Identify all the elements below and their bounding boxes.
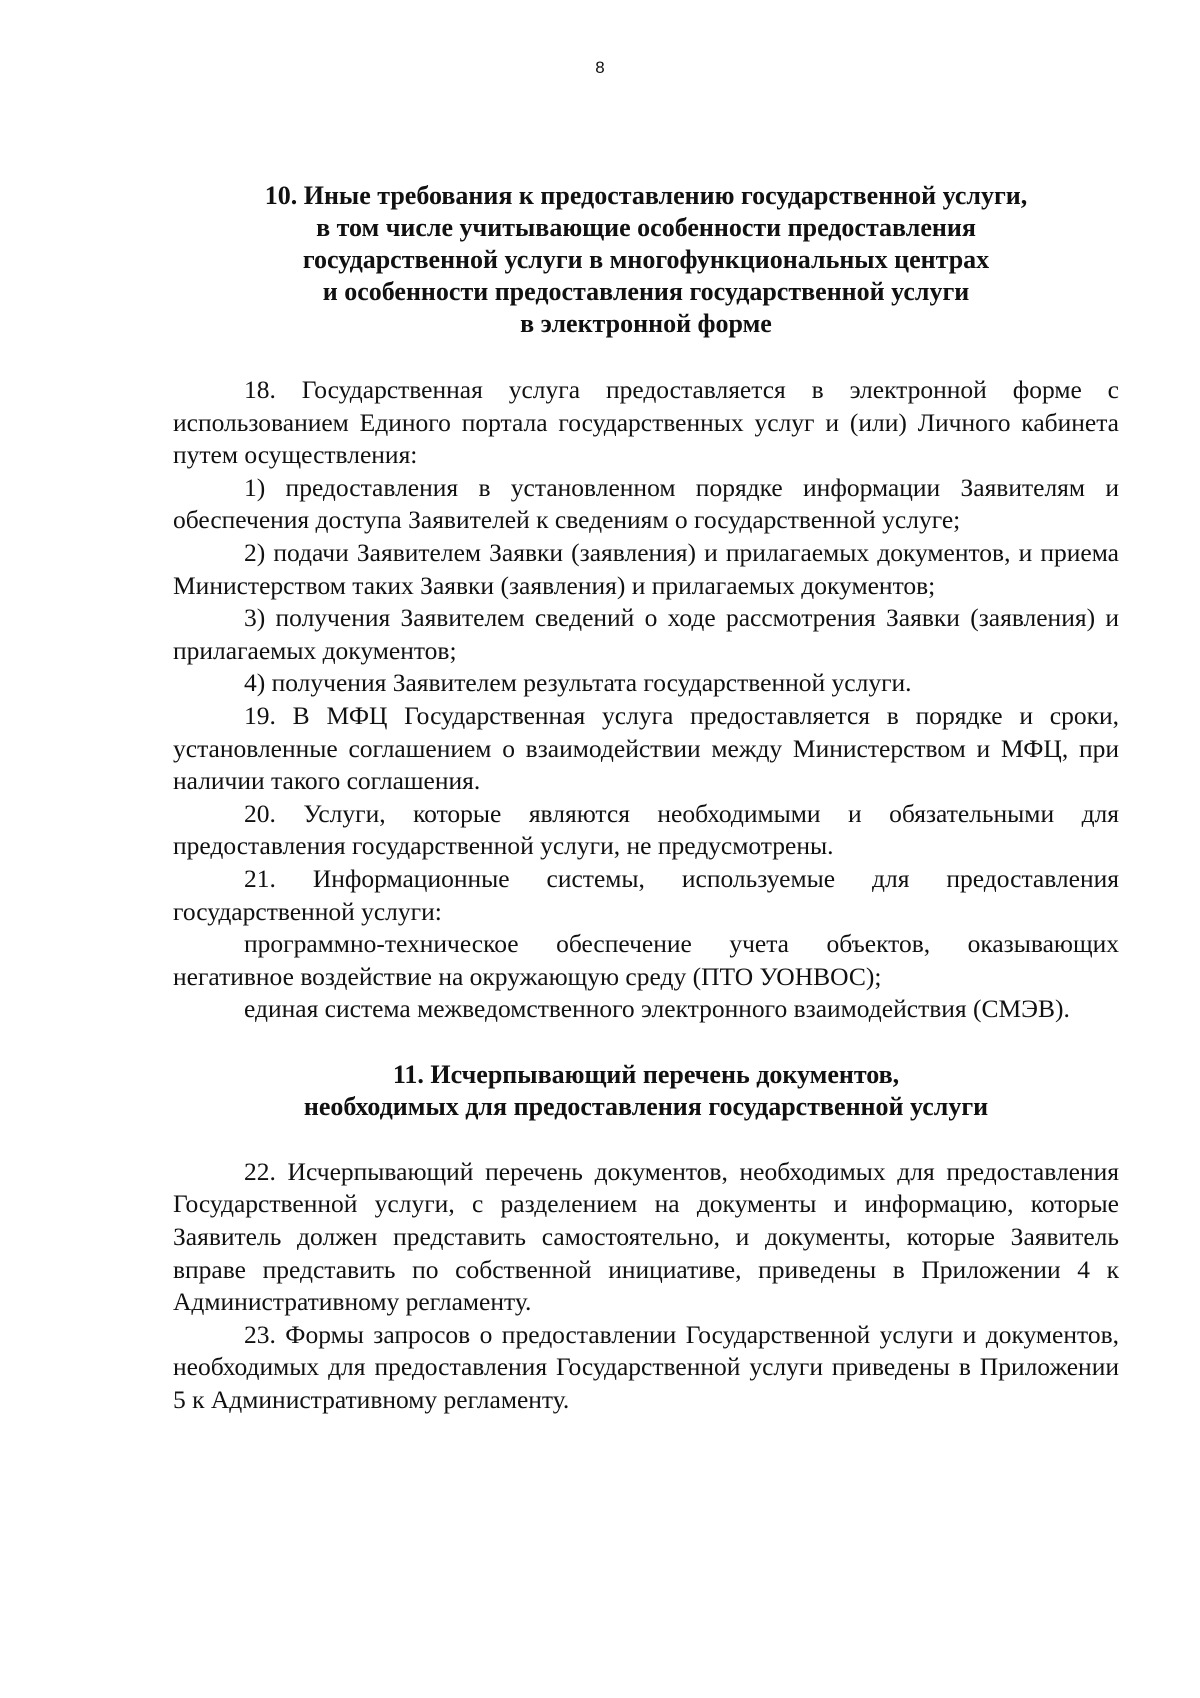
heading-line: необходимых для предоставления государственной услуги: [303, 1091, 989, 1121]
heading-line: в электронной форме: [520, 309, 772, 338]
paragraph-18: 18. Государственная услуга предоставляется в электронной форме с использованием Единого портала государственных услуг и (или) Личного кабинета путем осуществления:: [173, 375, 1119, 470]
heading-line: 10. Иные требования к предоставлению государственной услуги,: [264, 181, 1028, 210]
heading-line: государственной услуги в многофункциональных центрах: [302, 245, 990, 274]
heading-line: 11. Исчерпывающий перечень документов,: [392, 1059, 900, 1089]
paragraph-21: 21. Информационные системы, используемые для предоставления государственной услуги:: [173, 863, 1119, 926]
document-body: [173, 180, 1119, 1417]
page-number: 8: [595, 58, 605, 77]
heading-line: в том числе учитывающие особенности предоставления: [316, 213, 976, 242]
heading-line: и особенности предоставления государственной услуги: [322, 277, 970, 306]
list-item-1: 1) предоставления в установленном порядке информации Заявителям и обеспечения доступа Заявителей к сведениям о государственной услуге;: [173, 472, 1119, 535]
section-11-heading: [173, 1059, 1119, 1123]
paragraph-19: 19. В МФЦ Государственная услуга предоставляется в порядке и сроки, установленные соглашением о взаимодействии между Министерством и МФЦ, при наличии такого соглашения.: [173, 700, 1119, 796]
list-item-3: 3) получения Заявителем сведений о ходе рассмотрения Заявки (заявления) и прилагаемых документов;: [173, 603, 1119, 665]
paragraph-22: 22. Исчерпывающий перечень документов, необходимых для предоставления Государственной услуги, с разделением на документы и информацию, которые Заявитель должен представить самостоятельно, и документы, которые Заявитель вправе представить по собственной инициативе, приведены в Приложении 4 к Административному регламенту.: [173, 1156, 1119, 1317]
paragraph-23: 23. Формы запросов о предоставлении Государственной услуги и документов, необходимых для предоставления Государственной услуги приведены в Приложении 5 к Административному регламенту.: [173, 1319, 1119, 1415]
list-item-2: 2) подачи Заявителем Заявки (заявления) и прилагаемых документов, и приема Министерством таких Заявки (заявления) и прилагаемых документов;: [173, 537, 1119, 600]
system-item-pto-uonvos: программно-техническое обеспечение учета объектов, оказывающих негативное воздействие на окружающую среду (ПТО УОНВОС);: [173, 929, 1119, 991]
paragraph-20: 20. Услуги, которые являются необходимыми и обязательными для предоставления государственной услуги, не предусмотрены.: [173, 798, 1119, 861]
list-item-4: 4) получения Заявителем результата государственной услуги.: [244, 668, 912, 698]
system-item-smev: единая система межведомственного электронного взаимодействия (СМЭВ).: [244, 994, 1070, 1024]
section-10-heading: [173, 180, 1119, 340]
